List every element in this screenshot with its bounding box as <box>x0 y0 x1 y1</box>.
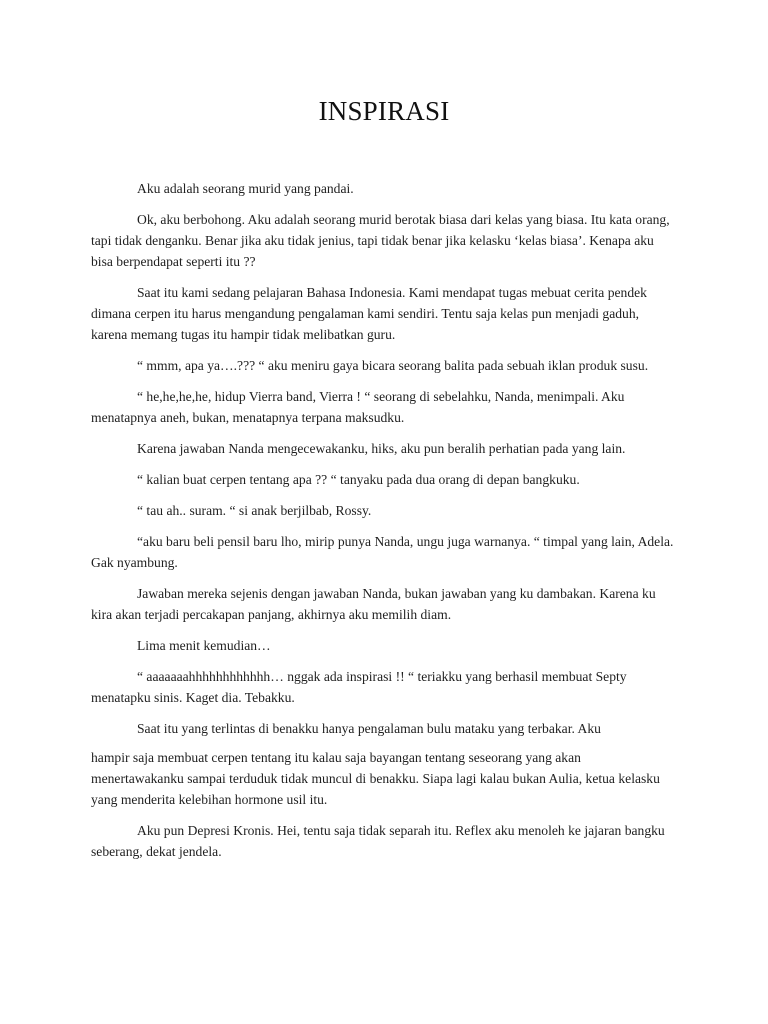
document-body <box>91 178 677 872</box>
paragraph: “ kalian buat cerpen tentang apa ?? “ tanyaku pada dua orang di depan bangkuku. <box>137 472 580 487</box>
paragraph: “aku baru beli pensil baru lho, mirip punya Nanda, ungu juga warnanya. “ timpal yang lain, Adela. Gak nyambung. <box>91 534 674 570</box>
paragraph: Aku adalah seorang murid yang pandai. <box>137 181 354 196</box>
paragraph: Saat itu yang terlintas di benakku hanya pengalaman bulu mataku yang terbakar. Aku <box>137 721 601 736</box>
paragraph: “ mmm, apa ya….??? “ aku meniru gaya bicara seorang balita pada sebuah iklan produk susu. <box>137 358 649 373</box>
paragraph: “ tau ah.. suram. “ si anak berjilbab, Rossy. <box>137 503 372 518</box>
paragraph: “ he,he,he,he, hidup Vierra band, Vierra ! “ seorang di sebelahku, Nanda, menimpali. Aku menatapnya aneh, bukan, menatapnya terpana maksudku. <box>91 389 625 425</box>
document-title: INSPIRASI <box>318 96 450 126</box>
paragraph: “ aaaaaaahhhhhhhhhhhh… nggak ada inspirasi !! “ teriakku yang berhasil membuat Septy menatapku sinis. Kaget dia. Tebakku. <box>91 669 627 705</box>
paragraph: Ok, aku berbohong. Aku adalah seorang murid berotak biasa dari kelas yang biasa. Itu kata orang, tapi tidak denganku. Benar jika aku tidak jenius, tapi tidak benar jika kelasku ‘kelas biasa’. Kenapa aku bisa berpendapat seperti itu ?? <box>91 212 670 269</box>
paragraph: Karena jawaban Nanda mengecewakanku, hiks, aku pun beralih perhatian pada yang lain. <box>137 441 626 456</box>
paragraph: Saat itu kami sedang pelajaran Bahasa Indonesia. Kami mendapat tugas mebuat cerita pendek dimana cerpen itu harus mengandung pengalaman kami sendiri. Tentu saja kelas pun menjadi gaduh, karena memang tugas itu hampir tidak melibatkan guru. <box>91 285 647 342</box>
paragraph: Aku pun Depresi Kronis. Hei, tentu saja tidak separah itu. Reflex aku menoleh ke jajaran bangku seberang, dekat jendela. <box>91 823 665 859</box>
paragraph-continuation: hampir saja membuat cerpen tentang itu kalau saja bayangan tentang seseorang yang akan menertawakanku sampai terduduk tidak muncul di benakku. Siapa lagi kalau bukan Aulia, ketua kelasku yang menderita kelebihan hormone usil itu. <box>91 750 660 807</box>
paragraph: Jawaban mereka sejenis dengan jawaban Nanda, bukan jawaban yang ku dambakan. Karena ku kira akan terjadi percakapan panjang, akhirnya aku memilih diam. <box>91 586 656 622</box>
paragraph: Lima menit kemudian… <box>137 638 271 653</box>
